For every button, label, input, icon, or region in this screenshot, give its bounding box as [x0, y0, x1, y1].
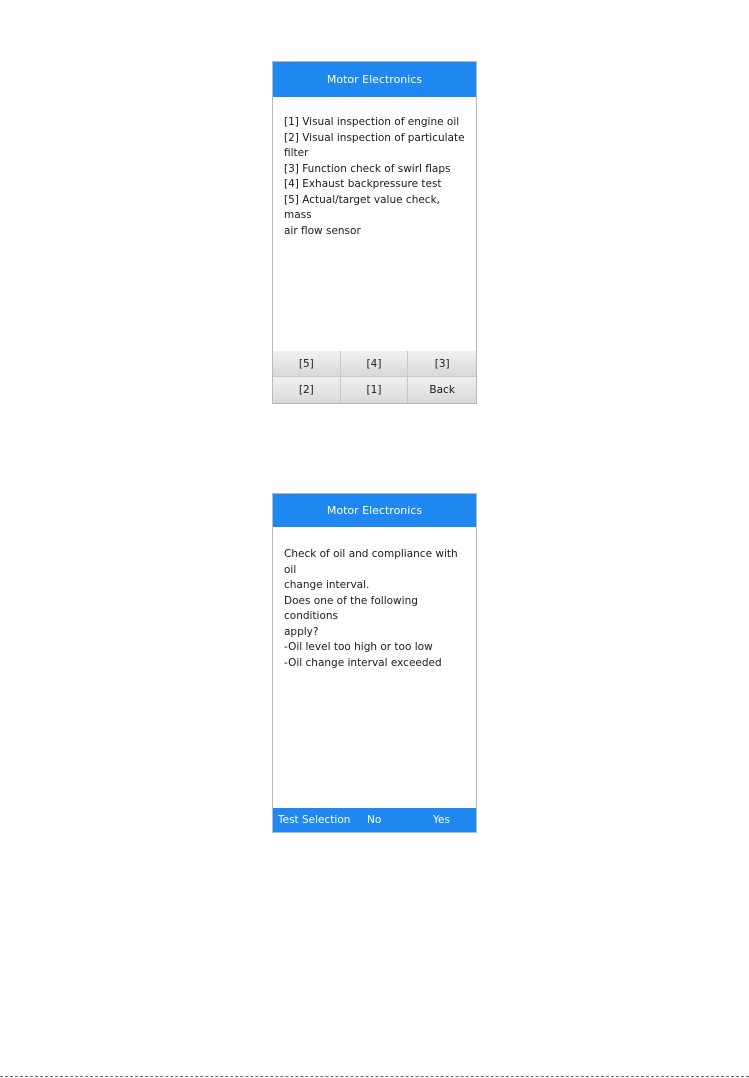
question-text	[284, 547, 466, 671]
question-line: apply?	[284, 625, 319, 638]
screen-test-menu	[272, 61, 477, 404]
menu-item-4[interactable]: [4] Exhaust backpressure test	[284, 178, 442, 190]
button-3[interactable]: [3]	[408, 351, 476, 377]
test-selection-button[interactable]: Test Selection	[278, 814, 351, 826]
menu-item-5-cont[interactable]: air flow sensor	[284, 224, 361, 237]
menu-item-5[interactable]: [5] Actual/target value check, mass	[284, 193, 441, 221]
title-bar	[273, 62, 476, 97]
button-5[interactable]: [5]	[273, 351, 341, 377]
question-line: change interval.	[284, 579, 370, 591]
screen-title: Motor Electronics	[326, 73, 423, 86]
menu-item-2[interactable]: [2] Visual inspection of particulate	[284, 131, 465, 144]
screen-oil-check-question	[272, 493, 477, 833]
condition-line: -Oil change interval exceeded	[284, 656, 442, 669]
question-line: Does one of the following conditions	[284, 594, 418, 622]
button-1[interactable]: [1]	[341, 377, 409, 403]
test-list	[284, 115, 466, 239]
menu-item-2-cont[interactable]: filter	[284, 147, 309, 159]
yes-button[interactable]: Yes	[433, 814, 450, 826]
question-line: Check of oil and compliance with oil	[284, 548, 458, 576]
screen-title: Motor Electronics	[326, 504, 423, 517]
back-button[interactable]: Back	[408, 377, 476, 403]
condition-line: -Oil level too high or too low	[284, 641, 433, 653]
page-divider	[0, 1076, 749, 1077]
bottom-button-bar	[273, 808, 476, 832]
soft-button-grid	[273, 351, 476, 403]
menu-item-3[interactable]: [3] Function check of swirl flaps	[284, 162, 451, 175]
menu-item-1[interactable]: [1] Visual inspection of engine oil	[284, 116, 460, 128]
button-4[interactable]: [4]	[341, 351, 409, 377]
button-2[interactable]: [2]	[273, 377, 341, 403]
no-button[interactable]: No	[367, 814, 382, 826]
title-bar	[273, 494, 476, 527]
